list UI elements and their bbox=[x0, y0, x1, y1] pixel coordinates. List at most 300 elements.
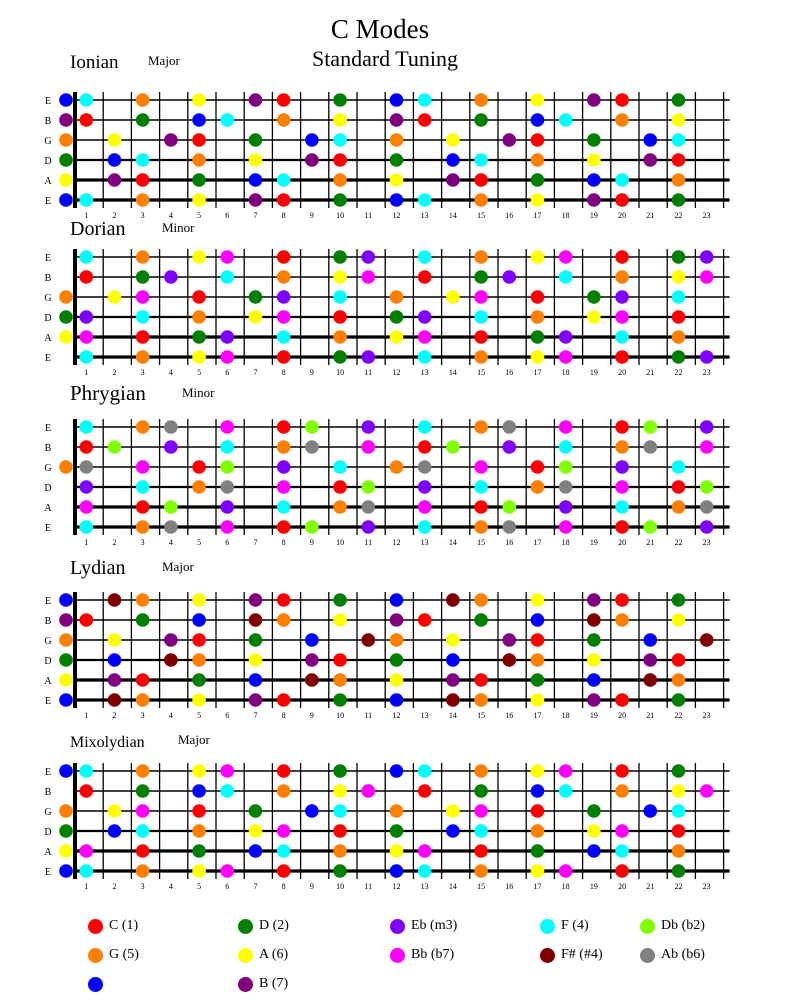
note-dot bbox=[192, 633, 206, 647]
note-dot bbox=[502, 440, 516, 454]
note-dot bbox=[474, 173, 488, 187]
note-dot bbox=[390, 93, 404, 107]
note-dot bbox=[249, 133, 263, 147]
note-dot bbox=[164, 500, 178, 514]
note-dot bbox=[249, 93, 263, 107]
string-label: B bbox=[44, 616, 52, 627]
fret-number: 16 bbox=[505, 711, 514, 720]
note-dot bbox=[672, 784, 686, 798]
note-dot bbox=[559, 784, 573, 798]
fret-number: 12 bbox=[392, 882, 401, 891]
note-dot bbox=[390, 290, 404, 304]
note-dot bbox=[136, 460, 150, 474]
fretboard-dorian bbox=[44, 218, 729, 377]
fret-number: 16 bbox=[505, 368, 514, 377]
fret-number: 7 bbox=[253, 711, 258, 720]
note-dot bbox=[474, 613, 488, 627]
note-dot bbox=[333, 270, 347, 284]
fret-number: 3 bbox=[140, 711, 145, 720]
open-note-dot bbox=[59, 310, 73, 324]
note-dot bbox=[136, 673, 150, 687]
mode-name: Ionian bbox=[70, 52, 119, 73]
fret-number: 15 bbox=[477, 882, 486, 891]
note-dot bbox=[192, 844, 206, 858]
fret-number: 3 bbox=[140, 882, 145, 891]
fret-number: 4 bbox=[168, 711, 173, 720]
fret-number: 13 bbox=[420, 538, 429, 547]
note-dot bbox=[192, 613, 206, 627]
note-dot bbox=[305, 653, 319, 667]
note-dot bbox=[559, 480, 573, 494]
note-dot bbox=[615, 613, 629, 627]
note-dot bbox=[136, 520, 150, 534]
string-label: G bbox=[44, 136, 52, 147]
open-note-dot bbox=[59, 133, 73, 147]
note-dot bbox=[502, 520, 516, 534]
legend-swatch bbox=[640, 948, 655, 963]
note-dot bbox=[531, 350, 545, 364]
string-label: D bbox=[44, 156, 52, 167]
string-label: G bbox=[44, 463, 52, 474]
note-dot bbox=[277, 480, 291, 494]
note-dot bbox=[446, 673, 460, 687]
note-dot bbox=[474, 520, 488, 534]
note-dot bbox=[531, 693, 545, 707]
fret-number: 12 bbox=[392, 538, 401, 547]
note-dot bbox=[305, 673, 319, 687]
note-dot bbox=[192, 864, 206, 878]
string-label: E bbox=[44, 196, 52, 207]
note-dot bbox=[333, 864, 347, 878]
fret-number: 11 bbox=[364, 211, 373, 220]
note-dot bbox=[390, 653, 404, 667]
note-dot bbox=[672, 673, 686, 687]
note-dot bbox=[79, 520, 93, 534]
note-dot bbox=[700, 480, 714, 494]
string-label: E bbox=[44, 767, 52, 778]
fret-number: 2 bbox=[112, 368, 117, 377]
fret-number: 23 bbox=[702, 368, 711, 377]
note-dot bbox=[136, 290, 150, 304]
fret-number: 11 bbox=[364, 538, 373, 547]
note-dot bbox=[249, 193, 263, 207]
legend-swatch bbox=[238, 948, 253, 963]
note-dot bbox=[474, 593, 488, 607]
note-dot bbox=[333, 673, 347, 687]
note-dot bbox=[615, 520, 629, 534]
note-dot bbox=[474, 310, 488, 324]
fret-number: 17 bbox=[533, 368, 542, 377]
note-dot bbox=[79, 460, 93, 474]
note-dot bbox=[136, 420, 150, 434]
note-dot bbox=[164, 653, 178, 667]
note-dot bbox=[446, 173, 460, 187]
note-dot bbox=[220, 350, 234, 364]
note-dot bbox=[249, 593, 263, 607]
fret-number: 17 bbox=[533, 538, 542, 547]
note-dot bbox=[615, 693, 629, 707]
note-dot bbox=[615, 270, 629, 284]
string-label: D bbox=[44, 827, 52, 838]
open-note-dot bbox=[59, 93, 73, 107]
note-dot bbox=[136, 153, 150, 167]
note-dot bbox=[672, 270, 686, 284]
fret-number: 22 bbox=[674, 538, 683, 547]
note-dot bbox=[446, 153, 460, 167]
note-dot bbox=[531, 864, 545, 878]
fret-number: 17 bbox=[533, 211, 542, 220]
note-dot bbox=[220, 330, 234, 344]
fret-number: 15 bbox=[477, 538, 486, 547]
note-dot bbox=[672, 193, 686, 207]
fret-number: 20 bbox=[618, 538, 627, 547]
note-dot bbox=[615, 193, 629, 207]
note-dot bbox=[249, 693, 263, 707]
note-dot bbox=[643, 420, 657, 434]
fret-number: 6 bbox=[225, 882, 230, 891]
note-dot bbox=[333, 693, 347, 707]
note-dot bbox=[136, 173, 150, 187]
note-dot bbox=[277, 93, 291, 107]
open-note-dot bbox=[59, 673, 73, 687]
note-dot bbox=[277, 290, 291, 304]
note-dot bbox=[333, 824, 347, 838]
fret-number: 17 bbox=[533, 882, 542, 891]
note-dot bbox=[79, 440, 93, 454]
note-dot bbox=[79, 420, 93, 434]
note-dot bbox=[249, 310, 263, 324]
note-dot bbox=[361, 350, 375, 364]
mode-name: Lydian bbox=[70, 557, 126, 579]
fret-number: 21 bbox=[646, 368, 655, 377]
note-dot bbox=[474, 193, 488, 207]
fret-number: 1 bbox=[84, 538, 89, 547]
note-dot bbox=[615, 593, 629, 607]
fret-number: 20 bbox=[618, 882, 627, 891]
note-dot bbox=[108, 290, 122, 304]
legend-label: F (4) bbox=[561, 918, 589, 933]
fret-number: 8 bbox=[281, 882, 286, 891]
note-dot bbox=[277, 460, 291, 474]
note-dot bbox=[305, 804, 319, 818]
note-dot bbox=[192, 133, 206, 147]
note-dot bbox=[643, 440, 657, 454]
fret-number: 16 bbox=[505, 211, 514, 220]
note-dot bbox=[136, 824, 150, 838]
note-dot bbox=[672, 500, 686, 514]
legend-swatch bbox=[88, 948, 103, 963]
note-dot bbox=[164, 520, 178, 534]
open-note-dot bbox=[59, 593, 73, 607]
note-dot bbox=[587, 193, 601, 207]
note-dot bbox=[615, 864, 629, 878]
fret-number: 8 bbox=[281, 538, 286, 547]
note-dot bbox=[136, 864, 150, 878]
fret-number: 4 bbox=[168, 538, 173, 547]
note-dot bbox=[587, 173, 601, 187]
legend-label: A (6) bbox=[259, 947, 289, 962]
note-dot bbox=[108, 824, 122, 838]
note-dot bbox=[418, 193, 432, 207]
note-dot bbox=[474, 784, 488, 798]
mode-name: Phrygian bbox=[70, 381, 146, 405]
fret-number: 21 bbox=[646, 882, 655, 891]
note-dot bbox=[136, 764, 150, 778]
note-dot bbox=[390, 824, 404, 838]
note-dot bbox=[672, 480, 686, 494]
note-dot bbox=[700, 784, 714, 798]
fret-number: 18 bbox=[561, 711, 570, 720]
fret-number: 23 bbox=[702, 211, 711, 220]
string-label: B bbox=[44, 787, 52, 798]
fret-number: 17 bbox=[533, 711, 542, 720]
note-dot bbox=[333, 250, 347, 264]
note-dot bbox=[672, 804, 686, 818]
note-dot bbox=[390, 330, 404, 344]
note-dot bbox=[361, 633, 375, 647]
note-dot bbox=[249, 844, 263, 858]
note-dot bbox=[333, 290, 347, 304]
note-dot bbox=[361, 250, 375, 264]
fret-number: 2 bbox=[112, 882, 117, 891]
note-dot bbox=[79, 480, 93, 494]
fret-number: 2 bbox=[112, 211, 117, 220]
note-dot bbox=[108, 804, 122, 818]
fret-number: 11 bbox=[364, 711, 373, 720]
note-dot bbox=[531, 673, 545, 687]
note-dot bbox=[305, 440, 319, 454]
note-dot bbox=[418, 500, 432, 514]
note-dot bbox=[277, 520, 291, 534]
note-dot bbox=[474, 804, 488, 818]
fret-number: 14 bbox=[448, 711, 457, 720]
fret-number: 18 bbox=[561, 882, 570, 891]
fret-number: 22 bbox=[674, 211, 683, 220]
note-dot bbox=[474, 764, 488, 778]
note-dot bbox=[672, 693, 686, 707]
note-dot bbox=[390, 460, 404, 474]
note-dot bbox=[79, 330, 93, 344]
fret-number: 7 bbox=[253, 211, 258, 220]
note-dot bbox=[108, 133, 122, 147]
note-dot bbox=[700, 250, 714, 264]
note-dot bbox=[277, 824, 291, 838]
note-dot bbox=[79, 250, 93, 264]
note-dot bbox=[277, 350, 291, 364]
note-dot bbox=[615, 350, 629, 364]
note-dot bbox=[474, 500, 488, 514]
note-dot bbox=[531, 844, 545, 858]
fret-number: 3 bbox=[140, 368, 145, 377]
note-dot bbox=[108, 173, 122, 187]
note-dot bbox=[672, 613, 686, 627]
fret-number: 18 bbox=[561, 538, 570, 547]
note-dot bbox=[277, 193, 291, 207]
note-dot bbox=[587, 844, 601, 858]
open-note-dot bbox=[59, 330, 73, 344]
note-dot bbox=[531, 613, 545, 627]
note-dot bbox=[672, 250, 686, 264]
note-dot bbox=[474, 330, 488, 344]
string-label: D bbox=[44, 483, 52, 494]
note-dot bbox=[587, 613, 601, 627]
fret-number: 12 bbox=[392, 211, 401, 220]
legend-label: Bb (b7) bbox=[411, 947, 455, 962]
string-label: E bbox=[44, 96, 52, 107]
note-dot bbox=[192, 673, 206, 687]
string-label: G bbox=[44, 807, 52, 818]
note-dot bbox=[136, 270, 150, 284]
note-dot bbox=[587, 93, 601, 107]
note-dot bbox=[531, 193, 545, 207]
note-dot bbox=[559, 330, 573, 344]
note-dot bbox=[192, 193, 206, 207]
note-dot bbox=[277, 784, 291, 798]
note-dot bbox=[249, 673, 263, 687]
legend-swatch bbox=[540, 948, 555, 963]
note-dot bbox=[108, 633, 122, 647]
fret-number: 13 bbox=[420, 211, 429, 220]
fret-number: 21 bbox=[646, 211, 655, 220]
note-dot bbox=[108, 440, 122, 454]
note-dot bbox=[220, 864, 234, 878]
note-dot bbox=[474, 270, 488, 284]
note-dot bbox=[390, 113, 404, 127]
fret-number: 14 bbox=[448, 882, 457, 891]
note-dot bbox=[79, 310, 93, 324]
note-dot bbox=[587, 310, 601, 324]
fret-number: 8 bbox=[281, 368, 286, 377]
open-note-dot bbox=[59, 693, 73, 707]
note-dot bbox=[108, 593, 122, 607]
note-dot bbox=[390, 864, 404, 878]
legend-swatch bbox=[390, 919, 405, 934]
note-dot bbox=[333, 593, 347, 607]
note-dot bbox=[277, 844, 291, 858]
note-dot bbox=[615, 250, 629, 264]
note-dot bbox=[531, 784, 545, 798]
note-dot bbox=[446, 633, 460, 647]
mode-name: Dorian bbox=[70, 218, 126, 240]
note-dot bbox=[136, 250, 150, 264]
note-dot bbox=[192, 764, 206, 778]
fret-number: 20 bbox=[618, 211, 627, 220]
note-dot bbox=[192, 480, 206, 494]
note-dot bbox=[474, 113, 488, 127]
string-label: B bbox=[44, 443, 52, 454]
note-dot bbox=[559, 270, 573, 284]
note-dot bbox=[474, 480, 488, 494]
note-dot bbox=[333, 153, 347, 167]
mode-name: Mixolydian bbox=[70, 734, 145, 751]
fret-number: 15 bbox=[477, 211, 486, 220]
open-note-dot bbox=[59, 824, 73, 838]
note-dot bbox=[418, 520, 432, 534]
note-dot bbox=[79, 270, 93, 284]
note-dot bbox=[531, 633, 545, 647]
fret-number: 1 bbox=[84, 882, 89, 891]
note-dot bbox=[587, 804, 601, 818]
note-dot bbox=[502, 633, 516, 647]
string-label: D bbox=[44, 313, 52, 324]
fret-number: 9 bbox=[309, 211, 314, 220]
note-dot bbox=[79, 500, 93, 514]
note-dot bbox=[136, 480, 150, 494]
note-dot bbox=[559, 764, 573, 778]
mode-quality: Minor bbox=[162, 220, 195, 235]
note-dot bbox=[136, 500, 150, 514]
note-dot bbox=[333, 460, 347, 474]
note-dot bbox=[108, 653, 122, 667]
note-dot bbox=[672, 864, 686, 878]
fret-number: 6 bbox=[225, 711, 230, 720]
note-dot bbox=[136, 310, 150, 324]
note-dot bbox=[418, 480, 432, 494]
note-dot bbox=[531, 764, 545, 778]
fret-number: 21 bbox=[646, 538, 655, 547]
note-dot bbox=[700, 440, 714, 454]
string-label: E bbox=[44, 867, 52, 878]
note-dot bbox=[672, 310, 686, 324]
mode-quality: Major bbox=[178, 732, 210, 747]
note-dot bbox=[531, 460, 545, 474]
fret-number: 2 bbox=[112, 538, 117, 547]
string-label: E bbox=[44, 353, 52, 364]
note-dot bbox=[192, 173, 206, 187]
note-dot bbox=[390, 593, 404, 607]
open-note-dot bbox=[59, 113, 73, 127]
note-dot bbox=[249, 804, 263, 818]
note-dot bbox=[277, 270, 291, 284]
note-dot bbox=[446, 290, 460, 304]
note-dot bbox=[164, 270, 178, 284]
fret-number: 20 bbox=[618, 368, 627, 377]
note-dot bbox=[531, 310, 545, 324]
legend-swatch bbox=[238, 977, 253, 992]
fretboard-phrygian bbox=[44, 381, 729, 547]
note-dot bbox=[277, 500, 291, 514]
note-dot bbox=[418, 844, 432, 858]
string-label: E bbox=[44, 423, 52, 434]
note-dot bbox=[559, 864, 573, 878]
mode-quality: Major bbox=[148, 53, 180, 68]
note-dot bbox=[249, 153, 263, 167]
fret-number: 9 bbox=[309, 368, 314, 377]
note-dot bbox=[277, 593, 291, 607]
fret-number: 13 bbox=[420, 711, 429, 720]
note-dot bbox=[615, 440, 629, 454]
note-dot bbox=[700, 270, 714, 284]
note-dot bbox=[672, 593, 686, 607]
string-label: E bbox=[44, 253, 52, 264]
fret-number: 19 bbox=[589, 882, 598, 891]
note-dot bbox=[333, 500, 347, 514]
string-label: D bbox=[44, 656, 52, 667]
note-dot bbox=[418, 764, 432, 778]
note-dot bbox=[277, 764, 291, 778]
note-dot bbox=[192, 350, 206, 364]
string-label: A bbox=[44, 333, 52, 344]
note-dot bbox=[333, 764, 347, 778]
note-dot bbox=[474, 290, 488, 304]
note-dot bbox=[531, 133, 545, 147]
fret-number: 19 bbox=[589, 368, 598, 377]
note-dot bbox=[615, 460, 629, 474]
open-note-dot bbox=[59, 864, 73, 878]
note-dot bbox=[615, 764, 629, 778]
note-dot bbox=[192, 113, 206, 127]
note-dot bbox=[446, 824, 460, 838]
